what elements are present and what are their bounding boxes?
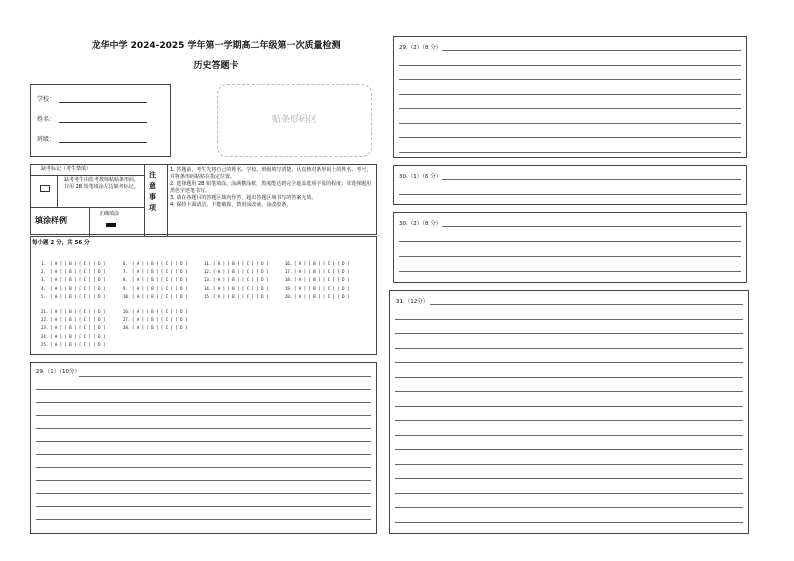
answer-line bbox=[36, 441, 371, 442]
mc-options[interactable]: [ A ] [ B ] [ C ] [ D ] bbox=[213, 285, 269, 291]
name-label: 姓名： bbox=[37, 116, 56, 123]
answer-line bbox=[395, 391, 743, 392]
student-info-box bbox=[30, 84, 171, 157]
mc-options[interactable]: [ A ] [ B ] [ C ] [ D ] bbox=[132, 261, 188, 266]
mc-options[interactable]: [ A ] [ B ] [ C ] [ D ] bbox=[50, 277, 106, 283]
page-title: 龙华中学 2024-2025 学年第一学期高二年级第一次质量检测 bbox=[91, 41, 341, 51]
answer-line bbox=[36, 389, 371, 390]
mc-options[interactable]: [ A ] [ B ] [ C ] [ D ] bbox=[50, 293, 106, 299]
answer-line bbox=[399, 152, 741, 153]
answer-line bbox=[395, 464, 743, 465]
mc-number: 4. bbox=[41, 285, 46, 291]
mc-options[interactable]: [ A ] [ B ] [ C ] [ D ] bbox=[132, 317, 188, 323]
fill-sample-mark bbox=[106, 223, 116, 227]
mc-options[interactable]: [ A ] [ B ] [ C ] [ D ] bbox=[132, 325, 188, 331]
class-label: 班级： bbox=[37, 136, 56, 143]
mc-number: 9. bbox=[123, 285, 128, 291]
answer-box-q29-1[interactable] bbox=[30, 362, 377, 534]
absent-checkbox[interactable] bbox=[40, 185, 50, 192]
mc-number: 3. bbox=[41, 277, 46, 283]
mc-question-11[interactable] bbox=[204, 261, 268, 266]
mc-number: 20. bbox=[285, 293, 293, 299]
mc-question-5[interactable] bbox=[41, 294, 105, 299]
mc-number: 27. bbox=[123, 317, 131, 323]
mc-question-12[interactable] bbox=[204, 269, 268, 274]
answer-line bbox=[442, 226, 741, 227]
answer-line bbox=[399, 108, 741, 109]
mc-question-23[interactable] bbox=[41, 325, 105, 330]
notes-label: 注意事项 bbox=[149, 171, 156, 212]
mc-options[interactable]: [ A ] [ B ] [ C ] [ D ] bbox=[50, 317, 106, 323]
mc-number: 2. bbox=[41, 269, 46, 275]
answer-line bbox=[36, 480, 371, 481]
answer-line bbox=[399, 79, 741, 80]
answer-line bbox=[36, 415, 371, 416]
mc-question-8[interactable] bbox=[123, 277, 187, 282]
mc-number: 14. bbox=[204, 285, 212, 291]
mc-question-9[interactable] bbox=[123, 286, 187, 291]
mc-question-26[interactable] bbox=[123, 309, 187, 314]
answer-line bbox=[36, 428, 371, 429]
mc-options[interactable]: [ A ] [ B ] [ C ] [ D ] bbox=[294, 293, 350, 299]
q30-1-label: 30.（1）（6 分） bbox=[399, 174, 442, 180]
mc-question-7[interactable] bbox=[123, 269, 187, 274]
answer-line bbox=[395, 362, 743, 363]
absent-header: 缺考标记（考生禁填） bbox=[41, 166, 92, 172]
mc-number: 18. bbox=[285, 277, 293, 283]
answer-line bbox=[36, 454, 371, 455]
mc-question-13[interactable] bbox=[204, 277, 268, 282]
mc-number: 5. bbox=[41, 293, 46, 299]
mc-question-1[interactable] bbox=[41, 261, 105, 266]
answer-line bbox=[442, 179, 741, 180]
mc-options[interactable]: [ A ] [ B ] [ C ] [ D ] bbox=[132, 309, 188, 314]
mc-number: 10. bbox=[123, 293, 131, 299]
mc-block bbox=[30, 236, 377, 355]
answer-line bbox=[395, 493, 743, 494]
answer-box-q31[interactable] bbox=[389, 290, 749, 534]
q30-2-label: 30.（2）（8 分） bbox=[399, 221, 442, 227]
mc-header: 每小题 2 分，共 56 分 bbox=[32, 240, 90, 246]
mc-number: 26. bbox=[123, 309, 131, 314]
correct-fill-label: 正确填涂 bbox=[99, 211, 120, 217]
answer-line bbox=[36, 519, 371, 520]
answer-line bbox=[395, 319, 743, 320]
answer-line bbox=[399, 241, 741, 242]
answer-line bbox=[36, 506, 371, 507]
note-item: 3. 请在各题目的答题区域内作答，超出答题区域书写的答案无效。 bbox=[170, 195, 317, 201]
mc-number: 24. bbox=[41, 333, 49, 339]
mc-options[interactable]: [ A ] [ B ] [ C ] [ D ] bbox=[50, 309, 106, 314]
absent-text: 缺考考生由监考教师粘贴条形码，并用 2B 铅笔填涂左边缺考标记。 bbox=[64, 177, 140, 190]
q29-1-label: 29.（1）（10分） bbox=[36, 369, 80, 375]
mc-question-25[interactable] bbox=[41, 342, 105, 347]
mc-question-18[interactable] bbox=[285, 277, 349, 282]
mc-options[interactable]: [ A ] [ B ] [ C ] [ D ] bbox=[294, 277, 350, 283]
answer-line bbox=[399, 94, 741, 95]
answer-box-q30-1[interactable] bbox=[393, 165, 747, 205]
mc-options[interactable]: [ A ] [ B ] [ C ] [ D ] bbox=[213, 269, 269, 275]
mc-options[interactable]: [ A ] [ B ] [ C ] [ D ] bbox=[294, 285, 350, 291]
mc-question-16[interactable] bbox=[285, 261, 349, 266]
mc-question-10[interactable] bbox=[123, 294, 187, 299]
mc-options[interactable]: [ A ] [ B ] [ C ] [ D ] bbox=[50, 333, 106, 339]
mc-options[interactable]: [ A ] [ B ] [ C ] [ D ] bbox=[132, 277, 188, 283]
answer-line bbox=[36, 467, 371, 468]
mc-number: 23. bbox=[41, 325, 49, 331]
mc-question-14[interactable] bbox=[204, 286, 268, 291]
name-field[interactable] bbox=[37, 114, 147, 123]
answer-line bbox=[395, 348, 743, 349]
mc-number: 21. bbox=[41, 309, 49, 314]
barcode-area: 贴条形码区 bbox=[217, 84, 372, 157]
q31-label: 31.（12分） bbox=[396, 299, 429, 305]
answer-line bbox=[399, 123, 741, 124]
notes-list bbox=[170, 167, 374, 209]
mc-number: 15. bbox=[204, 293, 212, 299]
mc-number: 25. bbox=[41, 341, 49, 347]
mc-question-15[interactable] bbox=[204, 294, 268, 299]
mc-number: 13. bbox=[204, 277, 212, 283]
mc-options[interactable]: [ A ] [ B ] [ C ] [ D ] bbox=[50, 261, 106, 266]
note-item: 4. 保持卡面清洁，不能破损，禁用涂改液、涂改胶条。 bbox=[170, 202, 292, 208]
answer-line bbox=[395, 449, 743, 450]
mc-options[interactable]: [ A ] [ B ] [ C ] [ D ] bbox=[213, 277, 269, 283]
answer-line bbox=[430, 304, 743, 305]
answer-line bbox=[399, 271, 741, 272]
answer-line bbox=[79, 376, 371, 377]
mc-question-24[interactable] bbox=[41, 334, 105, 339]
mc-options[interactable]: [ A ] [ B ] [ C ] [ D ] bbox=[50, 325, 106, 331]
mc-number: 7. bbox=[123, 269, 128, 275]
mc-number: 16. bbox=[285, 261, 293, 266]
page-subtitle: 历史答题卡 bbox=[193, 61, 239, 71]
school-label: 学校： bbox=[37, 96, 56, 103]
mc-number: 1. bbox=[41, 261, 46, 266]
mc-options[interactable]: [ A ] [ B ] [ C ] [ D ] bbox=[294, 269, 350, 275]
note-item: 1. 答题前，考生先将自己的姓名、学校、班级填写清楚，认真核对条形码上的姓名、考号，并将条形码粘贴在指定位置。 bbox=[170, 167, 372, 180]
mc-options[interactable]: [ A ] [ B ] [ C ] [ D ] bbox=[132, 285, 188, 291]
mc-options[interactable]: [ A ] [ B ] [ C ] [ D ] bbox=[213, 293, 269, 299]
answer-line bbox=[442, 50, 741, 51]
fill-sample-label: 填涂样例 bbox=[35, 216, 67, 225]
mc-options[interactable]: [ A ] [ B ] [ C ] [ D ] bbox=[50, 269, 106, 275]
q29-2-label: 29.（2）（8 分） bbox=[399, 45, 442, 51]
answer-line bbox=[395, 333, 743, 334]
mc-number: 19. bbox=[285, 285, 293, 291]
mc-number: 8. bbox=[123, 277, 128, 283]
mc-number: 12. bbox=[204, 269, 212, 275]
answer-line bbox=[395, 522, 743, 523]
mc-number: 28. bbox=[123, 325, 131, 331]
answer-line bbox=[399, 194, 741, 195]
note-item: 2. 选择题用 2B 铅笔填涂，涂满横涂框，黑度能达到完全遮盖选项字母的程度；非选择题用黑色字迹笔书写。 bbox=[170, 181, 372, 194]
mc-question-27[interactable] bbox=[123, 317, 187, 322]
mc-options[interactable]: [ A ] [ B ] [ C ] [ D ] bbox=[213, 261, 269, 266]
answer-line bbox=[395, 478, 743, 479]
answer-line bbox=[36, 402, 371, 403]
answer-line bbox=[36, 493, 371, 494]
answer-line bbox=[399, 256, 741, 257]
class-field[interactable] bbox=[37, 134, 147, 143]
school-field[interactable] bbox=[37, 94, 147, 103]
mc-question-2[interactable] bbox=[41, 269, 105, 274]
mc-question-21[interactable] bbox=[41, 309, 105, 314]
mc-options[interactable]: [ A ] [ B ] [ C ] [ D ] bbox=[132, 293, 188, 299]
mc-number: 6. bbox=[123, 261, 128, 266]
answer-line bbox=[395, 377, 743, 378]
answer-line bbox=[395, 420, 743, 421]
mc-options[interactable]: [ A ] [ B ] [ C ] [ D ] bbox=[50, 285, 106, 291]
mc-question-19[interactable] bbox=[285, 286, 349, 291]
mc-question-3[interactable] bbox=[41, 277, 105, 282]
mc-number: 17. bbox=[285, 269, 293, 275]
answer-line bbox=[395, 507, 743, 508]
answer-line bbox=[399, 65, 741, 66]
answer-box-q30-2[interactable] bbox=[393, 212, 747, 283]
answer-line bbox=[395, 406, 743, 407]
mc-options[interactable]: [ A ] [ B ] [ C ] [ D ] bbox=[132, 269, 188, 275]
mc-number: 22. bbox=[41, 317, 49, 323]
mc-options[interactable]: [ A ] [ B ] [ C ] [ D ] bbox=[50, 341, 106, 347]
instructions-block bbox=[30, 164, 377, 235]
mc-question-28[interactable] bbox=[123, 325, 187, 330]
answer-line bbox=[399, 137, 741, 138]
mc-question-17[interactable] bbox=[285, 269, 349, 274]
mc-question-4[interactable] bbox=[41, 286, 105, 291]
answer-box-q29-2[interactable] bbox=[393, 36, 747, 158]
mc-question-20[interactable] bbox=[285, 294, 349, 299]
answer-line bbox=[395, 435, 743, 436]
mc-options[interactable]: [ A ] [ B ] [ C ] [ D ] bbox=[294, 261, 350, 266]
mc-question-22[interactable] bbox=[41, 317, 105, 322]
mc-number: 11. bbox=[204, 261, 212, 266]
mc-question-6[interactable] bbox=[123, 261, 187, 266]
